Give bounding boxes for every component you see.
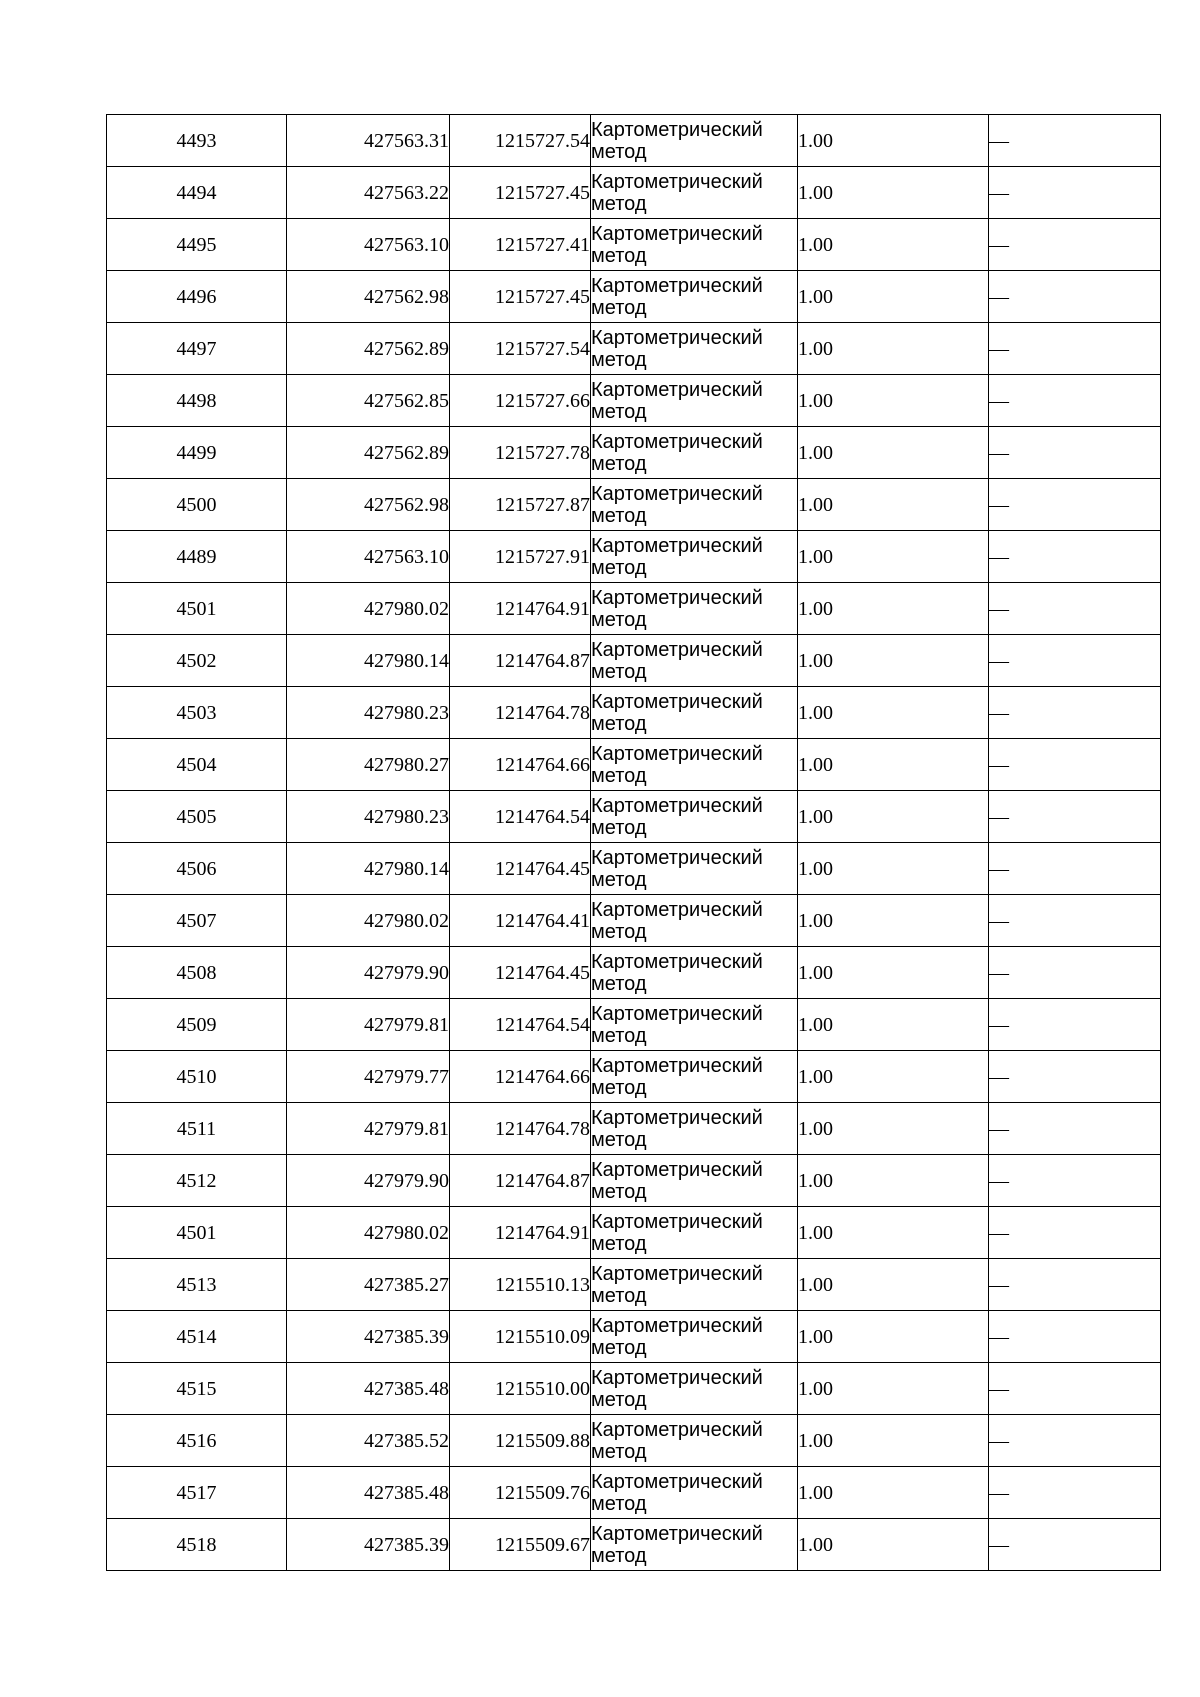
y-coordinate-cell: 1214764.78 — [450, 1103, 591, 1155]
coordinates-table — [106, 114, 1161, 1571]
accuracy-cell: 1.00 — [798, 167, 989, 219]
method-line-2: метод — [591, 868, 647, 891]
method-line-2: метод — [591, 972, 647, 995]
method-line-2: метод — [591, 556, 647, 579]
method-cell — [591, 635, 798, 687]
method-line-2: метод — [591, 1232, 647, 1255]
method-line-2: метод — [591, 1440, 647, 1463]
description-cell: — — [989, 531, 1161, 583]
description-cell: — — [989, 687, 1161, 739]
description-cell: — — [989, 1259, 1161, 1311]
x-coordinate-cell: 427385.48 — [287, 1467, 450, 1519]
method-cell — [591, 583, 798, 635]
method-line-2: метод — [591, 296, 647, 319]
table-row — [107, 1207, 1161, 1259]
method-line-1: Картометрический — [591, 846, 763, 869]
description-cell: — — [989, 479, 1161, 531]
accuracy-cell: 1.00 — [798, 1207, 989, 1259]
y-coordinate-cell: 1215727.87 — [450, 479, 591, 531]
accuracy-cell: 1.00 — [798, 947, 989, 999]
y-coordinate-cell: 1214764.87 — [450, 635, 591, 687]
accuracy-cell: 1.00 — [798, 1051, 989, 1103]
point-number-cell: 4489 — [107, 531, 287, 583]
accuracy-cell: 1.00 — [798, 1259, 989, 1311]
description-cell: — — [989, 1103, 1161, 1155]
description-cell: — — [989, 1415, 1161, 1467]
y-coordinate-cell: 1215509.76 — [450, 1467, 591, 1519]
point-number-cell: 4504 — [107, 739, 287, 791]
y-coordinate-cell: 1214764.45 — [450, 947, 591, 999]
description-cell: — — [989, 1363, 1161, 1415]
table-row — [107, 1259, 1161, 1311]
x-coordinate-cell: 427979.90 — [287, 947, 450, 999]
y-coordinate-cell: 1215509.88 — [450, 1415, 591, 1467]
point-number-cell: 4494 — [107, 167, 287, 219]
method-cell — [591, 947, 798, 999]
table-row — [107, 375, 1161, 427]
method-line-2: метод — [591, 1336, 647, 1359]
x-coordinate-cell: 427385.52 — [287, 1415, 450, 1467]
method-line-1: Картометрический — [591, 1262, 763, 1285]
method-line-2: метод — [591, 192, 647, 215]
point-number-cell: 4497 — [107, 323, 287, 375]
point-number-cell: 4511 — [107, 1103, 287, 1155]
method-cell — [591, 1051, 798, 1103]
point-number-cell: 4505 — [107, 791, 287, 843]
method-cell — [591, 479, 798, 531]
method-line-1: Картометрический — [591, 794, 763, 817]
method-cell — [591, 687, 798, 739]
description-cell: — — [989, 895, 1161, 947]
method-line-1: Картометрический — [591, 898, 763, 921]
y-coordinate-cell: 1214764.87 — [450, 1155, 591, 1207]
x-coordinate-cell: 427562.98 — [287, 271, 450, 323]
description-cell: — — [989, 115, 1161, 167]
table-row — [107, 271, 1161, 323]
method-cell — [591, 1103, 798, 1155]
method-line-1: Картометрический — [591, 534, 763, 557]
description-cell: — — [989, 1155, 1161, 1207]
method-line-1: Картометрический — [591, 1366, 763, 1389]
method-cell — [591, 1467, 798, 1519]
description-cell: — — [989, 375, 1161, 427]
method-cell — [591, 843, 798, 895]
table-row — [107, 1103, 1161, 1155]
method-line-2: метод — [591, 140, 647, 163]
description-cell: — — [989, 947, 1161, 999]
method-cell — [591, 1415, 798, 1467]
y-coordinate-cell: 1214764.66 — [450, 739, 591, 791]
table-row — [107, 999, 1161, 1051]
description-cell: — — [989, 167, 1161, 219]
x-coordinate-cell: 427980.14 — [287, 843, 450, 895]
method-cell — [591, 271, 798, 323]
point-number-cell: 4499 — [107, 427, 287, 479]
x-coordinate-cell: 427979.81 — [287, 999, 450, 1051]
method-line-2: метод — [591, 816, 647, 839]
description-cell: — — [989, 1051, 1161, 1103]
description-cell: — — [989, 583, 1161, 635]
method-line-2: метод — [591, 660, 647, 683]
table-row — [107, 739, 1161, 791]
x-coordinate-cell: 427979.81 — [287, 1103, 450, 1155]
method-line-2: метод — [591, 1284, 647, 1307]
table-row — [107, 427, 1161, 479]
description-cell: — — [989, 219, 1161, 271]
table-row — [107, 1467, 1161, 1519]
accuracy-cell: 1.00 — [798, 219, 989, 271]
method-cell — [591, 167, 798, 219]
method-line-2: метод — [591, 1544, 647, 1567]
x-coordinate-cell: 427385.39 — [287, 1311, 450, 1363]
method-line-1: Картометрический — [591, 430, 763, 453]
method-line-1: Картометрический — [591, 1418, 763, 1441]
x-coordinate-cell: 427385.39 — [287, 1519, 450, 1571]
x-coordinate-cell: 427563.10 — [287, 531, 450, 583]
method-line-2: метод — [591, 712, 647, 735]
method-line-1: Картометрический — [591, 1106, 763, 1129]
y-coordinate-cell: 1215727.45 — [450, 167, 591, 219]
y-coordinate-cell: 1214764.78 — [450, 687, 591, 739]
point-number-cell: 4508 — [107, 947, 287, 999]
y-coordinate-cell: 1215727.54 — [450, 323, 591, 375]
description-cell: — — [989, 843, 1161, 895]
accuracy-cell: 1.00 — [798, 1363, 989, 1415]
method-cell — [591, 1259, 798, 1311]
description-cell: — — [989, 1311, 1161, 1363]
point-number-cell: 4495 — [107, 219, 287, 271]
method-line-2: метод — [591, 1024, 647, 1047]
method-line-1: Картометрический — [591, 274, 763, 297]
point-number-cell: 4515 — [107, 1363, 287, 1415]
method-line-1: Картометрический — [591, 326, 763, 349]
method-line-2: метод — [591, 244, 647, 267]
x-coordinate-cell: 427980.02 — [287, 1207, 450, 1259]
table-row — [107, 947, 1161, 999]
method-line-1: Картометрический — [591, 482, 763, 505]
table-row — [107, 1363, 1161, 1415]
point-number-cell: 4502 — [107, 635, 287, 687]
y-coordinate-cell: 1215727.91 — [450, 531, 591, 583]
method-line-1: Картометрический — [591, 690, 763, 713]
accuracy-cell: 1.00 — [798, 583, 989, 635]
point-number-cell: 4496 — [107, 271, 287, 323]
y-coordinate-cell: 1214764.66 — [450, 1051, 591, 1103]
method-line-2: метод — [591, 1128, 647, 1151]
method-cell — [591, 323, 798, 375]
point-number-cell: 4518 — [107, 1519, 287, 1571]
x-coordinate-cell: 427979.90 — [287, 1155, 450, 1207]
description-cell: — — [989, 635, 1161, 687]
accuracy-cell: 1.00 — [798, 115, 989, 167]
method-line-2: метод — [591, 400, 647, 423]
method-line-1: Картометрический — [591, 378, 763, 401]
method-line-1: Картометрический — [591, 170, 763, 193]
point-number-cell: 4500 — [107, 479, 287, 531]
point-number-cell: 4509 — [107, 999, 287, 1051]
point-number-cell: 4493 — [107, 115, 287, 167]
table-row — [107, 115, 1161, 167]
y-coordinate-cell: 1214764.41 — [450, 895, 591, 947]
method-line-2: метод — [591, 764, 647, 787]
method-line-1: Картометрический — [591, 1522, 763, 1545]
x-coordinate-cell: 427562.89 — [287, 427, 450, 479]
table-row — [107, 1415, 1161, 1467]
method-cell — [591, 1519, 798, 1571]
y-coordinate-cell: 1215510.00 — [450, 1363, 591, 1415]
method-line-2: метод — [591, 452, 647, 475]
x-coordinate-cell: 427980.23 — [287, 791, 450, 843]
y-coordinate-cell: 1215727.45 — [450, 271, 591, 323]
method-line-2: метод — [591, 1388, 647, 1411]
method-line-1: Картометрический — [591, 742, 763, 765]
description-cell: — — [989, 791, 1161, 843]
method-line-1: Картометрический — [591, 1054, 763, 1077]
method-line-1: Картометрический — [591, 586, 763, 609]
accuracy-cell: 1.00 — [798, 895, 989, 947]
method-line-2: метод — [591, 1492, 647, 1515]
point-number-cell: 4510 — [107, 1051, 287, 1103]
method-line-2: метод — [591, 348, 647, 371]
y-coordinate-cell: 1215510.09 — [450, 1311, 591, 1363]
accuracy-cell: 1.00 — [798, 1467, 989, 1519]
method-line-2: метод — [591, 920, 647, 943]
y-coordinate-cell: 1214764.91 — [450, 1207, 591, 1259]
y-coordinate-cell: 1214764.91 — [450, 583, 591, 635]
y-coordinate-cell: 1214764.45 — [450, 843, 591, 895]
method-cell — [591, 1363, 798, 1415]
description-cell: — — [989, 999, 1161, 1051]
accuracy-cell: 1.00 — [798, 635, 989, 687]
accuracy-cell: 1.00 — [798, 375, 989, 427]
point-number-cell: 4512 — [107, 1155, 287, 1207]
y-coordinate-cell: 1215727.78 — [450, 427, 591, 479]
y-coordinate-cell: 1215727.54 — [450, 115, 591, 167]
method-cell — [591, 531, 798, 583]
y-coordinate-cell: 1214764.54 — [450, 791, 591, 843]
point-number-cell: 4507 — [107, 895, 287, 947]
accuracy-cell: 1.00 — [798, 843, 989, 895]
description-cell: — — [989, 739, 1161, 791]
x-coordinate-cell: 427562.98 — [287, 479, 450, 531]
point-number-cell: 4516 — [107, 1415, 287, 1467]
method-line-1: Картометрический — [591, 1002, 763, 1025]
point-number-cell: 4501 — [107, 583, 287, 635]
x-coordinate-cell: 427563.10 — [287, 219, 450, 271]
method-cell — [591, 895, 798, 947]
accuracy-cell: 1.00 — [798, 687, 989, 739]
table-row — [107, 479, 1161, 531]
table-row — [107, 895, 1161, 947]
method-line-1: Картометрический — [591, 1158, 763, 1181]
table-row — [107, 687, 1161, 739]
method-cell — [591, 375, 798, 427]
table-body — [107, 115, 1161, 1571]
x-coordinate-cell: 427562.85 — [287, 375, 450, 427]
point-number-cell: 4506 — [107, 843, 287, 895]
accuracy-cell: 1.00 — [798, 479, 989, 531]
method-cell — [591, 999, 798, 1051]
method-cell — [591, 1207, 798, 1259]
table-row — [107, 843, 1161, 895]
method-cell — [591, 219, 798, 271]
point-number-cell: 4513 — [107, 1259, 287, 1311]
point-number-cell: 4514 — [107, 1311, 287, 1363]
x-coordinate-cell: 427979.77 — [287, 1051, 450, 1103]
description-cell: — — [989, 323, 1161, 375]
description-cell: — — [989, 1467, 1161, 1519]
method-cell — [591, 791, 798, 843]
table-row — [107, 167, 1161, 219]
description-cell: — — [989, 427, 1161, 479]
table-row — [107, 791, 1161, 843]
method-cell — [591, 115, 798, 167]
method-line-1: Картометрический — [591, 1314, 763, 1337]
x-coordinate-cell: 427980.14 — [287, 635, 450, 687]
method-cell — [591, 427, 798, 479]
x-coordinate-cell: 427980.02 — [287, 895, 450, 947]
point-number-cell: 4517 — [107, 1467, 287, 1519]
method-line-1: Картометрический — [591, 1470, 763, 1493]
method-line-1: Картометрический — [591, 118, 763, 141]
x-coordinate-cell: 427385.48 — [287, 1363, 450, 1415]
x-coordinate-cell: 427563.22 — [287, 167, 450, 219]
method-line-1: Картометрический — [591, 1210, 763, 1233]
accuracy-cell: 1.00 — [798, 1311, 989, 1363]
accuracy-cell: 1.00 — [798, 427, 989, 479]
method-line-1: Картометрический — [591, 638, 763, 661]
accuracy-cell: 1.00 — [798, 1155, 989, 1207]
table-row — [107, 1519, 1161, 1571]
y-coordinate-cell: 1215727.41 — [450, 219, 591, 271]
accuracy-cell: 1.00 — [798, 323, 989, 375]
accuracy-cell: 1.00 — [798, 531, 989, 583]
table-row — [107, 1311, 1161, 1363]
table-row — [107, 583, 1161, 635]
description-cell: — — [989, 1207, 1161, 1259]
description-cell: — — [989, 1519, 1161, 1571]
description-cell: — — [989, 271, 1161, 323]
method-line-2: метод — [591, 608, 647, 631]
accuracy-cell: 1.00 — [798, 739, 989, 791]
accuracy-cell: 1.00 — [798, 791, 989, 843]
x-coordinate-cell: 427385.27 — [287, 1259, 450, 1311]
accuracy-cell: 1.00 — [798, 999, 989, 1051]
method-line-1: Картометрический — [591, 222, 763, 245]
point-number-cell: 4498 — [107, 375, 287, 427]
table-row — [107, 219, 1161, 271]
point-number-cell: 4503 — [107, 687, 287, 739]
y-coordinate-cell: 1214764.54 — [450, 999, 591, 1051]
table-row — [107, 635, 1161, 687]
accuracy-cell: 1.00 — [798, 1103, 989, 1155]
method-line-1: Картометрический — [591, 950, 763, 973]
table-row — [107, 323, 1161, 375]
table-row — [107, 531, 1161, 583]
method-cell — [591, 1311, 798, 1363]
x-coordinate-cell: 427563.31 — [287, 115, 450, 167]
y-coordinate-cell: 1215727.66 — [450, 375, 591, 427]
x-coordinate-cell: 427980.23 — [287, 687, 450, 739]
point-number-cell: 4501 — [107, 1207, 287, 1259]
table-row — [107, 1051, 1161, 1103]
method-cell — [591, 739, 798, 791]
method-cell — [591, 1155, 798, 1207]
x-coordinate-cell: 427562.89 — [287, 323, 450, 375]
method-line-2: метод — [591, 1076, 647, 1099]
method-line-2: метод — [591, 1180, 647, 1203]
table-row — [107, 1155, 1161, 1207]
accuracy-cell: 1.00 — [798, 1519, 989, 1571]
y-coordinate-cell: 1215509.67 — [450, 1519, 591, 1571]
y-coordinate-cell: 1215510.13 — [450, 1259, 591, 1311]
accuracy-cell: 1.00 — [798, 1415, 989, 1467]
method-line-2: метод — [591, 504, 647, 527]
x-coordinate-cell: 427980.27 — [287, 739, 450, 791]
accuracy-cell: 1.00 — [798, 271, 989, 323]
x-coordinate-cell: 427980.02 — [287, 583, 450, 635]
